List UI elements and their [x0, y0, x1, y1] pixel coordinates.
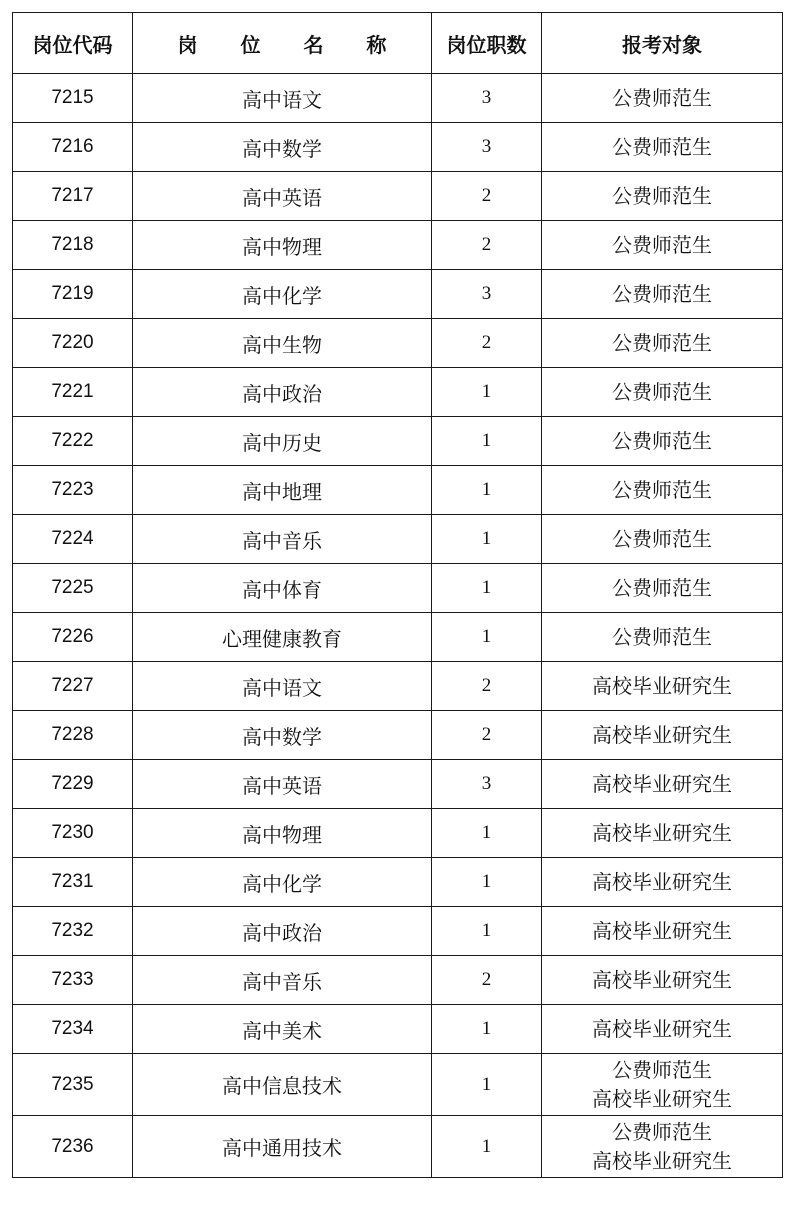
position-code-cell: 7215	[13, 74, 133, 123]
table-row	[13, 466, 783, 515]
position-count-cell: 3	[432, 270, 542, 319]
position-name-cell: 高中通用技术	[133, 1116, 432, 1178]
applicant-target-line: 公费师范生	[612, 134, 712, 159]
header-row	[13, 13, 783, 74]
position-count-cell: 1	[432, 1116, 542, 1178]
position-code-cell: 7234	[13, 1005, 133, 1054]
applicant-target-cell	[542, 1054, 783, 1116]
position-code-cell: 7225	[13, 564, 133, 613]
header-position-code: 岗位代码	[13, 13, 133, 74]
table-row	[13, 564, 783, 613]
applicant-target-line: 高校毕业研究生	[592, 869, 732, 894]
applicant-target-cell	[542, 760, 783, 809]
position-name-cell: 高中物理	[133, 809, 432, 858]
table-row	[13, 1116, 783, 1178]
position-name-cell: 高中生物	[133, 319, 432, 368]
position-count-cell: 1	[432, 858, 542, 907]
position-count-cell: 1	[432, 417, 542, 466]
applicant-target-cell	[542, 74, 783, 123]
applicant-target-cell	[542, 858, 783, 907]
applicant-target-line: 公费师范生	[612, 477, 712, 502]
applicant-target-cell	[542, 1116, 783, 1178]
table-row	[13, 172, 783, 221]
table-row	[13, 1005, 783, 1054]
applicant-target-cell	[542, 466, 783, 515]
table-row	[13, 221, 783, 270]
applicant-target-line: 公费师范生	[612, 281, 712, 306]
position-count-cell: 2	[432, 711, 542, 760]
position-code-cell: 7230	[13, 809, 133, 858]
position-code-cell: 7221	[13, 368, 133, 417]
applicant-target-line: 高校毕业研究生	[592, 918, 732, 943]
position-name-cell: 高中地理	[133, 466, 432, 515]
header-applicant-target: 报考对象	[542, 13, 783, 74]
position-code-cell: 7223	[13, 466, 133, 515]
position-code-cell: 7233	[13, 956, 133, 1005]
position-count-cell: 1	[432, 809, 542, 858]
position-code-cell: 7228	[13, 711, 133, 760]
applicant-target-line: 公费师范生	[612, 1119, 712, 1144]
position-count-cell: 1	[432, 613, 542, 662]
table-row	[13, 662, 783, 711]
position-count-cell: 2	[432, 172, 542, 221]
position-code-cell: 7229	[13, 760, 133, 809]
position-count-cell: 1	[432, 515, 542, 564]
position-name-cell: 高中音乐	[133, 956, 432, 1005]
position-count-cell: 1	[432, 466, 542, 515]
table-row	[13, 319, 783, 368]
position-name-cell: 心理健康教育	[133, 613, 432, 662]
applicant-target-line: 高校毕业研究生	[592, 1148, 732, 1173]
position-code-cell: 7220	[13, 319, 133, 368]
position-code-cell: 7236	[13, 1116, 133, 1178]
table-row	[13, 417, 783, 466]
position-code-cell: 7226	[13, 613, 133, 662]
applicant-target-cell	[542, 368, 783, 417]
position-code-cell: 7222	[13, 417, 133, 466]
applicant-target-line: 公费师范生	[612, 183, 712, 208]
applicant-target-line: 公费师范生	[612, 575, 712, 600]
table-row	[13, 613, 783, 662]
applicant-target-cell	[542, 613, 783, 662]
position-count-cell: 3	[432, 74, 542, 123]
position-count-cell: 2	[432, 956, 542, 1005]
position-name-cell: 高中政治	[133, 907, 432, 956]
position-count-cell: 2	[432, 319, 542, 368]
position-name-cell: 高中政治	[133, 368, 432, 417]
position-name-cell: 高中数学	[133, 123, 432, 172]
applicant-target-cell	[542, 221, 783, 270]
position-code-cell: 7224	[13, 515, 133, 564]
position-name-cell: 高中信息技术	[133, 1054, 432, 1116]
position-name-cell: 高中体育	[133, 564, 432, 613]
position-name-cell: 高中英语	[133, 172, 432, 221]
position-count-cell: 2	[432, 221, 542, 270]
table-body	[13, 74, 783, 1178]
applicant-target-line: 公费师范生	[612, 379, 712, 404]
position-code-cell: 7235	[13, 1054, 133, 1116]
position-name-cell: 高中美术	[133, 1005, 432, 1054]
applicant-target-line: 高校毕业研究生	[592, 967, 732, 992]
position-name-cell: 高中音乐	[133, 515, 432, 564]
applicant-target-line: 公费师范生	[612, 330, 712, 355]
position-name-cell: 高中数学	[133, 711, 432, 760]
position-code-cell: 7217	[13, 172, 133, 221]
table-row	[13, 809, 783, 858]
applicant-target-line: 公费师范生	[612, 232, 712, 257]
position-count-cell: 2	[432, 662, 542, 711]
applicant-target-cell	[542, 564, 783, 613]
applicant-target-cell	[542, 907, 783, 956]
table-row	[13, 270, 783, 319]
position-code-cell: 7227	[13, 662, 133, 711]
table-row	[13, 1054, 783, 1116]
applicant-target-cell	[542, 662, 783, 711]
position-name-cell: 高中语文	[133, 74, 432, 123]
position-count-cell: 1	[432, 1005, 542, 1054]
table-row	[13, 515, 783, 564]
position-count-cell: 3	[432, 760, 542, 809]
table-row	[13, 907, 783, 956]
applicant-target-line: 公费师范生	[612, 85, 712, 110]
position-count-cell: 1	[432, 368, 542, 417]
applicant-target-line: 高校毕业研究生	[592, 771, 732, 796]
applicant-target-cell	[542, 417, 783, 466]
table-row	[13, 123, 783, 172]
position-code-cell: 7219	[13, 270, 133, 319]
applicant-target-line: 公费师范生	[612, 1057, 712, 1082]
applicant-target-line: 高校毕业研究生	[592, 1086, 732, 1111]
applicant-target-cell	[542, 270, 783, 319]
applicant-target-cell	[542, 319, 783, 368]
applicant-target-cell	[542, 1005, 783, 1054]
applicant-target-line: 高校毕业研究生	[592, 820, 732, 845]
applicant-target-line: 公费师范生	[612, 526, 712, 551]
table-row	[13, 74, 783, 123]
header-position-name: 岗 位 名 称	[133, 13, 432, 74]
applicant-target-cell	[542, 515, 783, 564]
position-code-cell: 7218	[13, 221, 133, 270]
applicant-target-cell	[542, 123, 783, 172]
position-count-cell: 1	[432, 907, 542, 956]
applicant-target-cell	[542, 809, 783, 858]
positions-document	[12, 12, 782, 1178]
applicant-target-line: 高校毕业研究生	[592, 722, 732, 747]
position-name-cell: 高中英语	[133, 760, 432, 809]
position-name-cell: 高中化学	[133, 858, 432, 907]
position-name-cell: 高中物理	[133, 221, 432, 270]
table-header	[13, 13, 783, 74]
applicant-target-line: 高校毕业研究生	[592, 1016, 732, 1041]
position-code-cell: 7216	[13, 123, 133, 172]
applicant-target-line: 公费师范生	[612, 624, 712, 649]
position-count-cell: 1	[432, 564, 542, 613]
position-code-cell: 7231	[13, 858, 133, 907]
applicant-target-cell	[542, 172, 783, 221]
table-row	[13, 956, 783, 1005]
table-row	[13, 760, 783, 809]
position-count-cell: 1	[432, 1054, 542, 1116]
table-row	[13, 858, 783, 907]
position-name-cell: 高中语文	[133, 662, 432, 711]
position-code-cell: 7232	[13, 907, 133, 956]
positions-table	[12, 12, 783, 1178]
applicant-target-line: 公费师范生	[612, 428, 712, 453]
position-name-cell: 高中历史	[133, 417, 432, 466]
table-row	[13, 368, 783, 417]
applicant-target-line: 高校毕业研究生	[592, 673, 732, 698]
table-row	[13, 711, 783, 760]
applicant-target-cell	[542, 711, 783, 760]
position-count-cell: 3	[432, 123, 542, 172]
applicant-target-cell	[542, 956, 783, 1005]
position-name-cell: 高中化学	[133, 270, 432, 319]
header-position-count: 岗位职数	[432, 13, 542, 74]
